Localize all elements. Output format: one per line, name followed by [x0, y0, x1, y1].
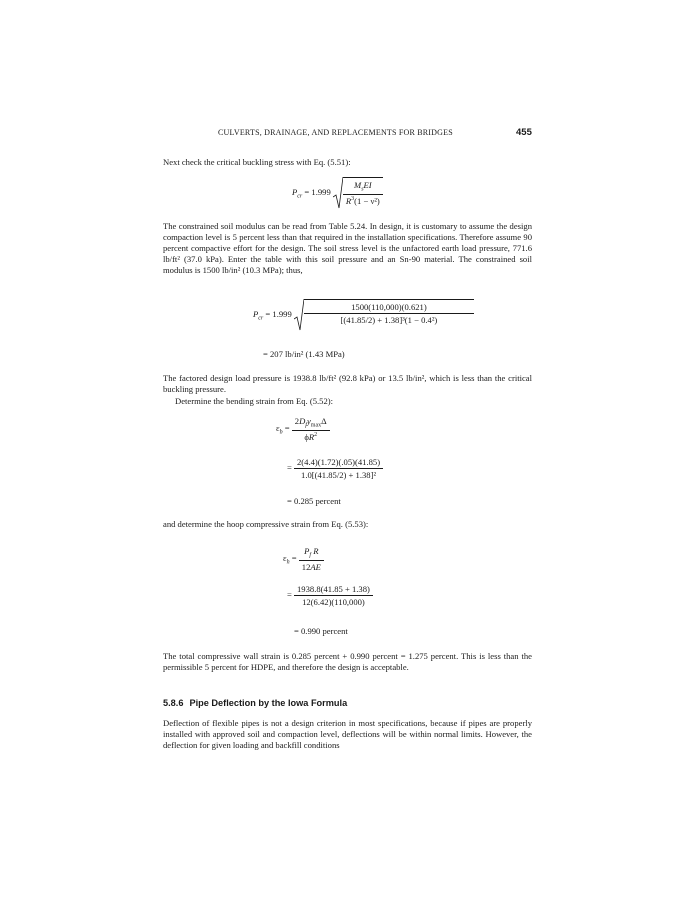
eq1-sqrt: $\frac{M_sEI}{R^3(1 - \nu^2)}$ — [333, 177, 383, 209]
eq2-lhs: = 1.999 — [265, 308, 292, 319]
eq2-sqrt — [294, 299, 474, 331]
eq2-numerator: 1500(110,000)(0.621) — [304, 302, 474, 314]
running-header-title: CULVERTS, DRAINAGE, AND REPLACEMENTS FOR BRIDGES — [218, 128, 453, 137]
equation-hoop-strain: $\varepsilon_h$ = $\frac{P_f R}{12AE}$ — [283, 546, 324, 572]
section-heading — [163, 698, 347, 708]
section-title: Pipe Deflection by the Iowa Formula — [189, 698, 348, 708]
page-number: 455 — [516, 127, 532, 138]
equation-bending-numeric: = $\frac{2(4.4)(1.72)(.05)(41.85)}{\text{1.0[(41.85/2) + 1.38]²}}$ — [287, 457, 383, 480]
eq4-denominator: 12 — [301, 561, 311, 572]
eq1-denominator: (1 − ν²) — [354, 195, 380, 206]
equation-critical-buckling: $P_{cr} = 1.999$ $\frac{M_sEI}{R^3(1 - \nu^2)}$ — [292, 177, 383, 209]
radical-icon — [333, 177, 343, 209]
eq4-sub-denominator: 12(6.42)(110,000) — [302, 597, 365, 607]
radical-icon — [294, 299, 304, 331]
paragraph-hoop-intro: and determine the hoop compressive strain from Eq. (5.53): — [163, 519, 369, 529]
paragraph-bending-intro: Determine the bending strain from Eq. (5.52): — [175, 396, 333, 406]
eq1-lhs: = 1.999 — [304, 186, 331, 197]
eq3-sub-numerator: 2(4.4)(1.72)(.05)(41.85) — [294, 457, 383, 469]
equation-buckling-numeric: $P_{cr} = 1.999$ $\frac{1500(110,000)(0.621)}{\text{[(41.85/2) + 1.38]³(1 − 0.4²)}}$ — [253, 299, 474, 331]
equation-buckling-result: = 207 lb/in² (1.43 MPa) — [263, 349, 345, 359]
equation-bending-strain: $\varepsilon_b$ = $\frac{2D_fy_{max}\Delta}{\phi R^2}$ — [276, 416, 330, 442]
eq2-denominator: [(41.85/2) + 1.38]³(1 − 0.4²) — [340, 315, 438, 325]
paragraph-total-strain: The total compressive wall strain is 0.285 percent + 0.990 percent = 1.275 percent. This is less than the permissible 5 percent for HDPE, and therefore the design is acceptable. — [163, 651, 532, 672]
paragraph-deflection: Deflection of flexible pipes is not a design criterion in most specifications, because if pipes are properly installed with approved soil and compaction level, deflections will be within normal limits. However, the deflection for given loading and backfill conditions — [163, 718, 532, 750]
eq3-numerator: Δ — [321, 416, 327, 426]
equation-hoop-result: = 0.990 percent — [294, 626, 348, 636]
eq3-sub-denominator: 1.0[(41.85/2) + 1.38]² — [301, 470, 377, 480]
paragraph-factored-load: The factored design load pressure is 1938.8 lb/ft² (92.8 kPa) or 13.5 lb/in², which is less than the critical buckling pressure. — [163, 373, 532, 394]
eq1-numerator: M — [354, 180, 362, 190]
equation-bending-result: = 0.285 percent — [287, 496, 341, 506]
equation-hoop-numeric: = $\frac{1938.8(41.85 + 1.38)}{12(6.42)(110,000)}$ — [287, 584, 373, 607]
eq4-sub-numerator: 1938.8(41.85 + 1.38) — [294, 584, 373, 596]
section-number: 5.8.6 — [163, 698, 184, 708]
paragraph-constrained-modulus: The constrained soil modulus can be read from Table 5.24. In design, it is customary to assume the design compaction level is 5 percent less than that required in the installation specifications. Therefore assume 90 percent compactive effort for the design. The soil stress level is the unfactored earth load pressure, 771.6 lb/ft² (37.0 kPa). Enter the table with this soil pressure and an Sn-90 material. The constrained soil modulus is 1500 lb/in² (10.3 MPa); thus, — [163, 221, 532, 275]
paragraph-intro: Next check the critical buckling stress with Eq. (5.51): — [163, 157, 351, 167]
